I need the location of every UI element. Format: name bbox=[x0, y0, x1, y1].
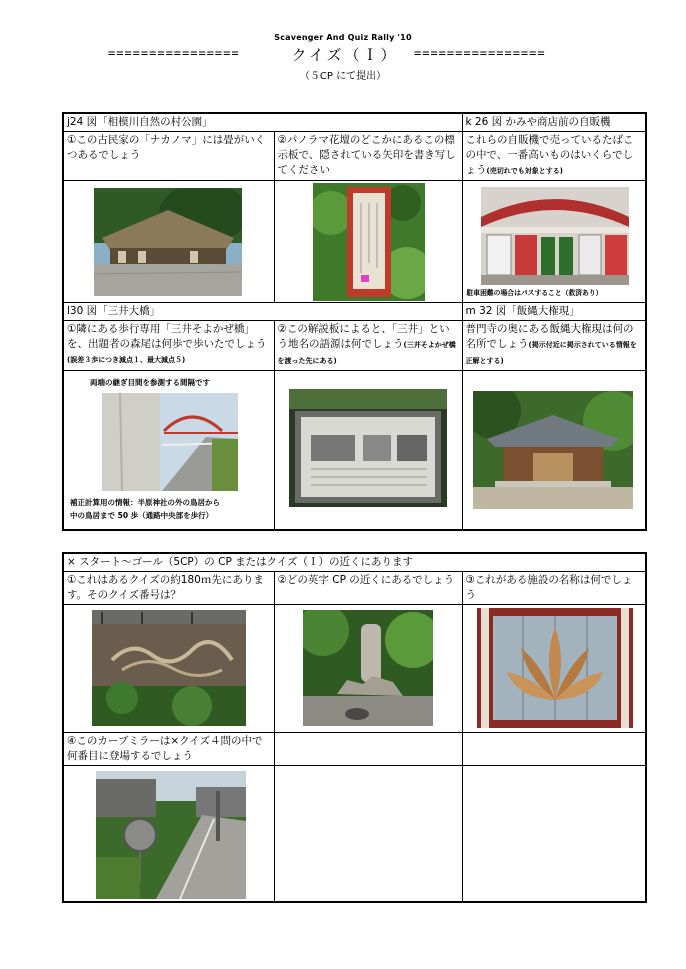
question-note: (三井そよかぜ橋を渡った先にある) bbox=[277, 341, 456, 365]
question-text: ①これはあるクイズの約180ｍ先にあります。そのクイズ番号は？ bbox=[67, 574, 264, 601]
section-header-x: × スタート～ゴール（5CP）の CP またはクイズ（Ｉ）の近くにあります bbox=[63, 553, 646, 572]
page-subtitle: （５CP にて提出） bbox=[299, 71, 387, 82]
question-note: (誤差３歩につき減点１、最大減点５) bbox=[67, 356, 186, 364]
photo-cell bbox=[63, 371, 274, 530]
photo-cell bbox=[462, 605, 646, 733]
photo-cell bbox=[274, 605, 462, 733]
photo-cell bbox=[63, 181, 274, 303]
page-title: クイズ（Ｉ） bbox=[291, 46, 399, 64]
title-rule-left: ================ bbox=[108, 46, 240, 60]
question-text: 普門寺の奥にある飯縄大権現は何の名所でしょう bbox=[465, 323, 634, 350]
empty-cell bbox=[274, 733, 462, 766]
quiz-table-1 bbox=[62, 112, 647, 531]
title-rule-right: ================ bbox=[414, 46, 546, 60]
question-note: (掲示付近に掲示されている情報を正解とする) bbox=[465, 341, 637, 365]
photo-caption: 駐車困難の場合はパスすること（救済あり） bbox=[466, 289, 603, 297]
photo-stone-monument bbox=[303, 610, 433, 726]
empty-cell bbox=[462, 733, 646, 766]
question-cell bbox=[274, 132, 462, 181]
section-header-k26: k 26 図 かみや商店前の自販機 bbox=[462, 113, 646, 132]
question-text: ②パノラマ花壇のどこかにあるこの標示板で、隠されている矢印を書き写してください bbox=[277, 134, 456, 176]
photo-cell bbox=[63, 605, 274, 733]
question-cell bbox=[462, 132, 646, 181]
question-cell bbox=[63, 132, 274, 181]
section-header-m32: m 32 図「飯縄大権現」 bbox=[462, 303, 646, 321]
empty-cell bbox=[274, 766, 462, 902]
photo-info-board bbox=[289, 389, 447, 507]
photo-vending-machines bbox=[481, 187, 629, 285]
title-row bbox=[0, 46, 686, 64]
photo-cell bbox=[274, 181, 462, 303]
question-cell bbox=[63, 572, 274, 605]
event-name: Scavenger And Quiz Rally '10 bbox=[274, 33, 412, 42]
question-text: ①隣にある歩行専用「三井そよかぜ橋」を、出題者の森尾は何歩で歩いたでしょう bbox=[67, 323, 267, 350]
question-text: ②この解説板によると、「三井」という地名の語源は何でしょう bbox=[277, 323, 450, 350]
question-cell bbox=[462, 572, 646, 605]
photo-lotus-window bbox=[477, 608, 633, 728]
question-text: これらの自販機で売っているたばこの中で、一番高いものはいくらでしょう bbox=[465, 134, 634, 176]
section-header-j24: j24 図「相模川自然の村公園」 bbox=[63, 113, 462, 132]
photo-caption: 両端の継ぎ目間を参測する間隔です bbox=[90, 378, 210, 387]
photo-curve-mirror bbox=[96, 771, 246, 899]
question-text: ③これがある施設の名称は何でしょう bbox=[465, 574, 633, 601]
empty-cell bbox=[462, 766, 646, 902]
photo-temple bbox=[473, 391, 633, 509]
question-note: (売切れでも対象とする) bbox=[486, 167, 563, 175]
question-cell bbox=[462, 321, 646, 371]
quiz-table-2 bbox=[62, 552, 647, 903]
photo-caption: 中の鳥居まで 50 歩（通路中央部を歩行） bbox=[70, 511, 214, 520]
photo-old-house bbox=[94, 188, 242, 296]
photo-bridge bbox=[102, 393, 238, 491]
photo-cell bbox=[63, 766, 274, 902]
photo-sign-board bbox=[313, 183, 425, 301]
question-cell bbox=[63, 321, 274, 371]
photo-cell bbox=[274, 371, 462, 530]
question-cell bbox=[274, 321, 462, 371]
question-cell bbox=[63, 733, 274, 766]
photo-cell bbox=[462, 181, 646, 303]
question-text: ④このカーブミラーは×クイズ４問の中で何番目に登場するでしょう bbox=[67, 735, 263, 762]
question-cell bbox=[274, 572, 462, 605]
photo-caption: 補正計算用の情報：半原神社の外の鳥居から bbox=[70, 498, 220, 507]
photo-cell bbox=[462, 371, 646, 530]
question-text: ②どの英字 CP の近くにあるでしょう bbox=[277, 574, 455, 586]
section-header-l30: l30 図「三井大橋」 bbox=[63, 303, 462, 321]
photo-horse-relief bbox=[92, 610, 246, 726]
question-text: ①この古民家の「ナカノマ」には畳がいくつあるでしょう bbox=[67, 134, 266, 161]
